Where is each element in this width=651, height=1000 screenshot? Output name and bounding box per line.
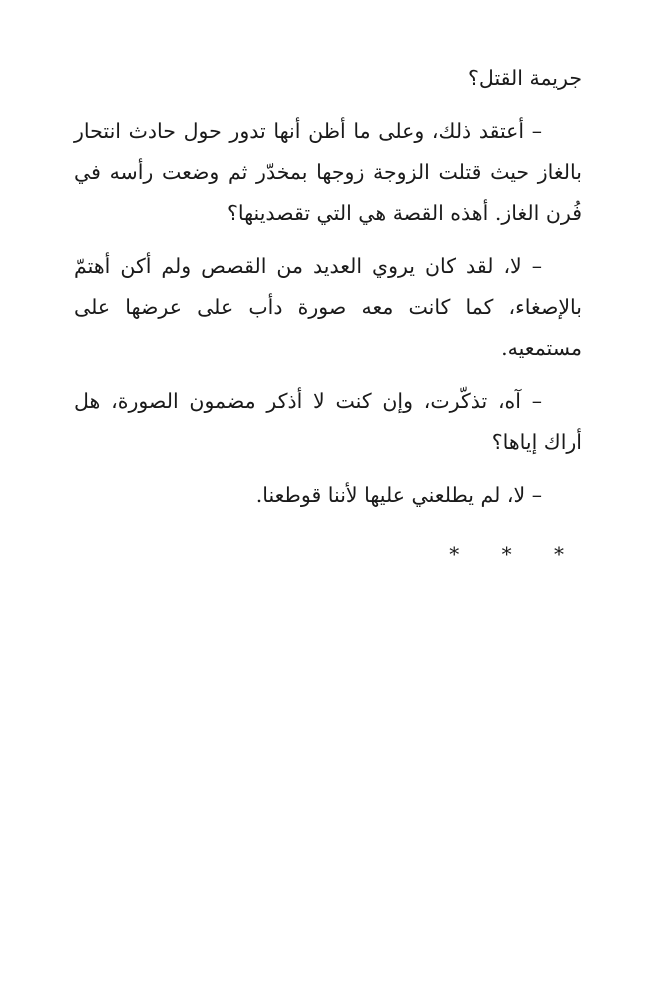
paragraph-dialogue-1: – أعتقد ذلك، وعلى ما أظن أنها تدور حول حادث انتحار بالغاز حيث قتلت الزوجة زوجها بمخدّر ثم وضعت رأسه في فُرن الغاز. أهذه القصة هي التي تقصدينها؟: [74, 119, 582, 225]
paragraph-dialogue-2: – لا، لقد كان يروي العديد من القصص ولم أكن أهتمّ بالإصغاء، كما كانت معه صورة دأب على عرضها على مستمعيه.: [74, 254, 582, 360]
paragraph-dialogue-4: – لا، لم يطلعني عليها لأننا قوطعنا.: [255, 483, 542, 507]
paragraph-dialogue-3: – آه، تذكّرت، وإن كنت لا أذكر مضمون الصورة، هل أراك إياها؟: [74, 389, 582, 454]
book-page: [74, 58, 582, 575]
paragraph-question: جريمة القتل؟: [468, 66, 582, 90]
section-separator: * * *: [449, 542, 582, 566]
